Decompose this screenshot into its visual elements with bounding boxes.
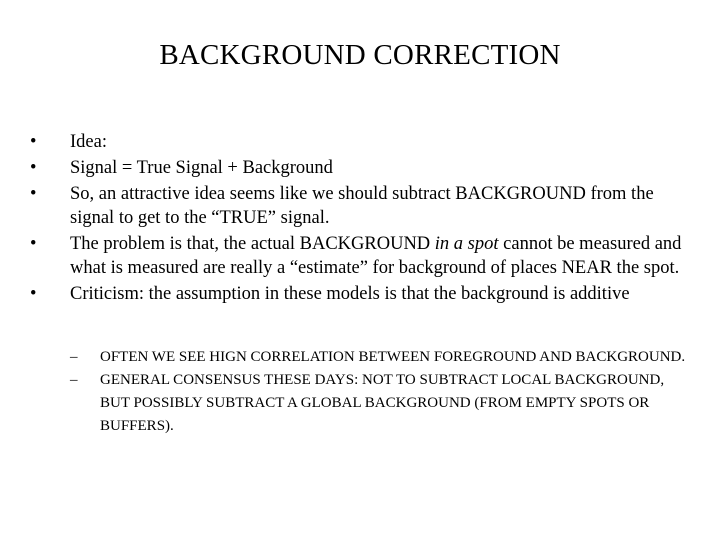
bullet-text: Idea: (70, 132, 107, 152)
sub-bullet-text: GENERAL CONSENSUS THESE DAYS: NOT TO SUBTRACT LOCAL BACKGROUND, BUT POSSIBLY SUBTRACT A GLOBAL BACKGROUND (FROM EMPTY SPOTS OR BUFFERS). (100, 372, 665, 434)
bullet-icon: • (30, 132, 37, 152)
bullet-text: So, an attractive idea seems like we should subtract BACKGROUND from the signal to get to the “TRUE” signal. (70, 184, 654, 228)
bullet-idea (30, 130, 690, 154)
bullet-icon: • (30, 234, 37, 254)
sub-bullet-list (70, 346, 690, 438)
dash-icon: – (70, 349, 78, 365)
sub-bullet-correlation (70, 346, 690, 369)
sub-bullet-text: OFTEN WE SEE HIGN CORRELATION BETWEEN FOREGROUND AND BACKGROUND. (100, 349, 686, 365)
bullet-icon: • (30, 284, 37, 304)
bullet-icon: • (30, 184, 37, 204)
bullet-text: Signal = True Signal + Background (70, 158, 333, 178)
slide-title: BACKGROUND CORRECTION (159, 39, 561, 71)
bullet-text (70, 234, 681, 278)
bullet-signal-equation (30, 156, 690, 180)
bullet-problem (30, 232, 690, 280)
bullet-text-before: The problem is that, the actual BACKGROUND (70, 234, 435, 254)
bullet-criticism (30, 282, 690, 306)
sub-bullet-consensus (70, 369, 690, 438)
bullet-icon: • (30, 158, 37, 178)
bullet-text-italic: in a spot (434, 234, 499, 254)
dash-icon: – (70, 372, 78, 388)
bullet-subtract-idea (30, 182, 690, 230)
bullet-text: Criticism: the assumption in these models is that the background is additive (70, 284, 630, 304)
bullet-list (30, 130, 690, 308)
bullet-text-after: cannot be measured and what is measured are really a “estimate” for background of places NEAR the spot. (70, 234, 682, 278)
